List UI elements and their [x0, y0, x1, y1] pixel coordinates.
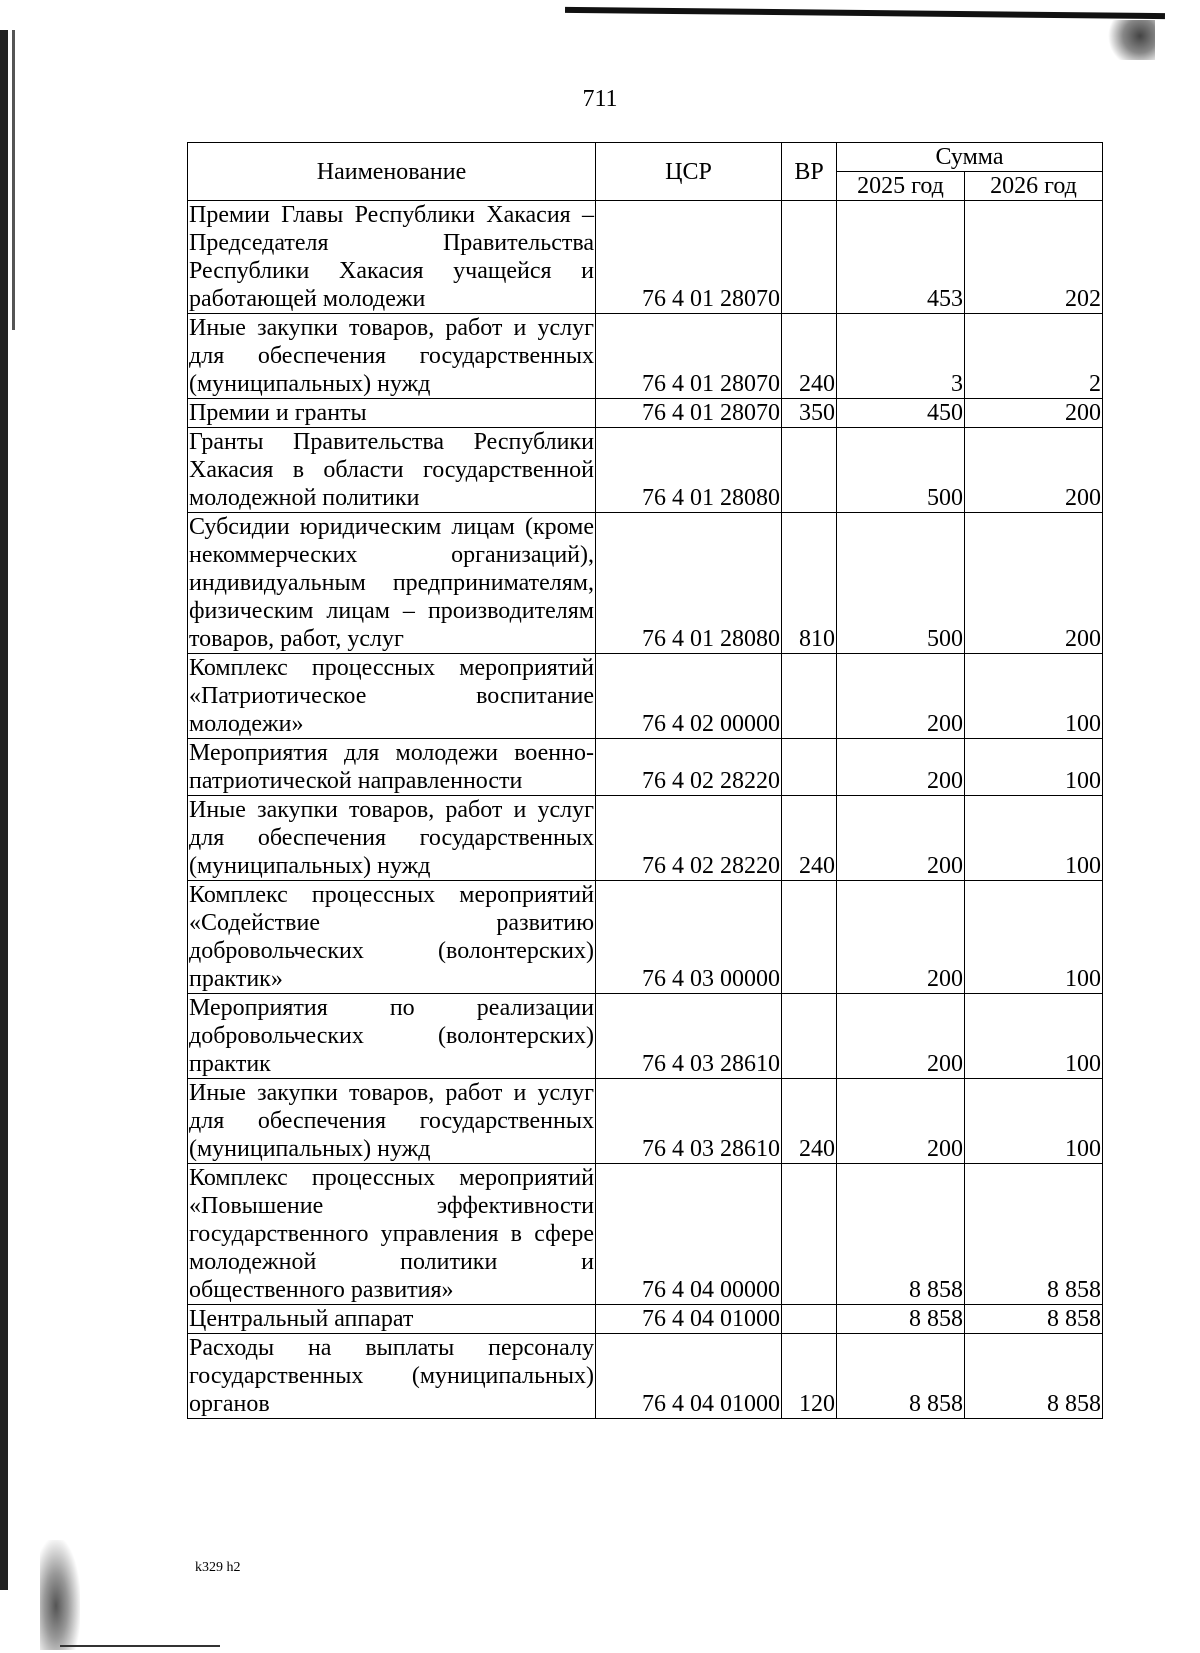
row-csr: 76 4 01 28080 — [596, 428, 782, 513]
header-csr: ЦСР — [596, 143, 782, 201]
row-amount-2025: 200 — [837, 994, 965, 1079]
table-row — [188, 881, 1103, 994]
row-amount-2025: 200 — [837, 881, 965, 994]
table-row — [188, 739, 1103, 796]
row-csr: 76 4 03 28610 — [596, 994, 782, 1079]
header-sum: Сумма — [837, 143, 1103, 172]
row-amount-2026: 2 — [965, 314, 1103, 399]
row-amount-2026: 100 — [965, 1079, 1103, 1164]
row-amount-2026: 200 — [965, 428, 1103, 513]
table-row — [188, 1164, 1103, 1305]
row-vr: 810 — [782, 513, 837, 654]
table-row — [188, 428, 1103, 513]
header-year-2026: 2026 год — [965, 172, 1103, 201]
scan-edge-left-inner — [12, 30, 15, 330]
row-name: Мероприятия для молодежи военно-патриотической направленности — [189, 740, 594, 794]
row-amount-2025: 3 — [837, 314, 965, 399]
header-year-2025: 2025 год — [837, 172, 965, 201]
row-vr: 240 — [782, 314, 837, 399]
row-csr: 76 4 02 28220 — [596, 796, 782, 881]
row-name: Иные закупки товаров, работ и услуг для обеспечения государственных (муниципальных) нужд — [189, 315, 594, 397]
row-amount-2026: 8 858 — [965, 1334, 1103, 1419]
row-amount-2026: 100 — [965, 654, 1103, 739]
row-vr — [782, 739, 837, 796]
row-name: Комплекс процессных мероприятий «Повышение эффективности государственного управления в сфере молодежной политики и общественного развития» — [189, 1165, 594, 1303]
row-amount-2025: 453 — [837, 201, 965, 314]
row-name: Расходы на выплаты персоналу государственных (муниципальных) органов — [189, 1335, 594, 1417]
row-name: Иные закупки товаров, работ и услуг для обеспечения государственных (муниципальных) нужд — [189, 1080, 594, 1162]
row-csr: 76 4 01 28070 — [596, 314, 782, 399]
table-row — [188, 1079, 1103, 1164]
header-name: Наименование — [188, 143, 596, 201]
row-amount-2026: 100 — [965, 881, 1103, 994]
row-amount-2026: 8 858 — [965, 1305, 1103, 1334]
row-name: Центральный аппарат — [188, 1305, 596, 1334]
row-amount-2025: 200 — [837, 1079, 965, 1164]
row-csr: 76 4 02 00000 — [596, 654, 782, 739]
scan-smudge-bottom-left — [40, 1540, 80, 1650]
table-row — [188, 314, 1103, 399]
row-csr: 76 4 02 28220 — [596, 739, 782, 796]
row-name: Мероприятия по реализации добровольческих (волонтерских) практик — [189, 995, 594, 1077]
footer-code: k329 h2 — [195, 1560, 241, 1575]
row-name: Комплекс процессных мероприятий «Патриотическое воспитание молодежи» — [189, 655, 594, 737]
row-amount-2026: 100 — [965, 739, 1103, 796]
budget-table — [187, 142, 1103, 1419]
row-vr — [782, 1305, 837, 1334]
row-amount-2025: 450 — [837, 399, 965, 428]
row-amount-2026: 100 — [965, 994, 1103, 1079]
table-row — [188, 399, 1103, 428]
row-vr — [782, 1164, 837, 1305]
row-name: Комплекс процессных мероприятий «Содействие развитию добровольческих (волонтерских) практик» — [189, 882, 594, 992]
row-amount-2026: 100 — [965, 796, 1103, 881]
table-row — [188, 513, 1103, 654]
row-name: Премии Главы Республики Хакасия – Председателя Правительства Республики Хакасия учащейся и работающей молодежи — [189, 202, 594, 312]
row-vr: 120 — [782, 1334, 837, 1419]
row-amount-2026: 8 858 — [965, 1164, 1103, 1305]
row-amount-2025: 200 — [837, 739, 965, 796]
table-row — [188, 654, 1103, 739]
table-body — [188, 201, 1103, 1419]
row-name: Субсидии юридическим лицам (кроме некоммерческих организаций), индивидуальным предпринимателям, физическим лицам – производителям товаров, работ, услуг — [189, 514, 594, 652]
row-csr: 76 4 03 00000 — [596, 881, 782, 994]
row-csr: 76 4 04 01000 — [596, 1334, 782, 1419]
row-vr: 350 — [782, 399, 837, 428]
table-row — [188, 201, 1103, 314]
row-amount-2026: 200 — [965, 399, 1103, 428]
table-row — [188, 1334, 1103, 1419]
row-name: Премии и гранты — [188, 399, 596, 428]
row-csr: 76 4 03 28610 — [596, 1079, 782, 1164]
scan-edge-left — [0, 30, 8, 1590]
row-csr: 76 4 01 28070 — [596, 399, 782, 428]
row-amount-2025: 200 — [837, 796, 965, 881]
row-csr: 76 4 01 28080 — [596, 513, 782, 654]
table-row — [188, 1305, 1103, 1334]
row-amount-2025: 500 — [837, 428, 965, 513]
row-csr: 76 4 04 01000 — [596, 1305, 782, 1334]
row-amount-2025: 500 — [837, 513, 965, 654]
scan-edge-top — [565, 7, 1165, 19]
row-amount-2026: 202 — [965, 201, 1103, 314]
row-name: Иные закупки товаров, работ и услуг для обеспечения государственных (муниципальных) нужд — [189, 797, 594, 879]
row-vr: 240 — [782, 1079, 837, 1164]
row-amount-2025: 8 858 — [837, 1334, 965, 1419]
row-vr — [782, 654, 837, 739]
row-csr: 76 4 04 00000 — [596, 1164, 782, 1305]
row-vr — [782, 428, 837, 513]
table-row — [188, 994, 1103, 1079]
row-csr: 76 4 01 28070 — [596, 201, 782, 314]
header-vr: ВР — [782, 143, 837, 201]
row-vr: 240 — [782, 796, 837, 881]
row-vr — [782, 201, 837, 314]
row-name: Гранты Правительства Республики Хакасия в области государственной молодежной политики — [189, 429, 594, 511]
row-vr — [782, 994, 837, 1079]
row-amount-2025: 8 858 — [837, 1164, 965, 1305]
row-amount-2025: 200 — [837, 654, 965, 739]
scan-edge-bottom — [60, 1645, 220, 1647]
row-vr — [782, 881, 837, 994]
scan-smudge-top-right — [1105, 20, 1155, 60]
table-header — [188, 143, 1103, 201]
row-amount-2025: 8 858 — [837, 1305, 965, 1334]
row-amount-2026: 200 — [965, 513, 1103, 654]
page-number: 711 — [582, 86, 618, 112]
table-row — [188, 796, 1103, 881]
